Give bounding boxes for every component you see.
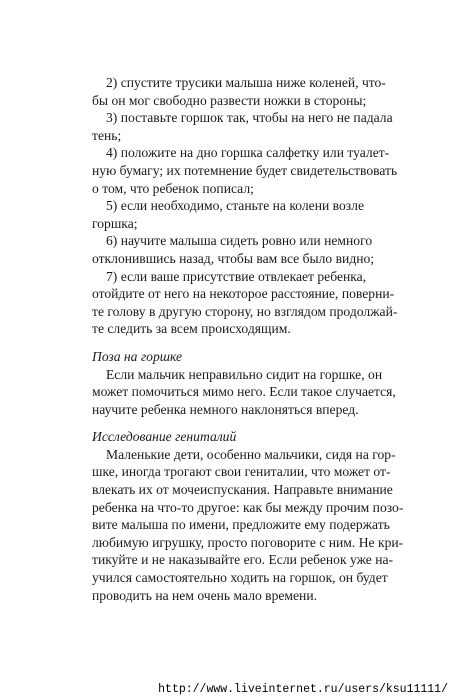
text-line: те следить за всем происходящим. [92,321,291,337]
text-line: может помочиться мимо него. Если такое случается, [92,384,396,400]
text-line: тикуйте и не наказывайте его. Если ребенок уже на- [92,552,394,568]
book-page [92,74,404,604]
section-heading: Поза на горшке [92,348,183,364]
source-url-watermark: http://www.liveinternet.ru/users/ksu11111/ [158,683,448,696]
text-line: те голову в другую сторону, но взглядом продолжай- [92,303,398,319]
text-line: отойдите от него на некоторое расстояние, поверни- [92,286,395,302]
text-line: 2) спустите трусики малыша ниже коленей, что- [106,75,386,90]
text-line: вите малыша по имени, предложите ему подержать [92,517,390,533]
spacer [92,338,358,348]
instruction-list [92,74,398,338]
text-line: учился самостоятельно ходить на горшок, он будет [92,570,388,586]
list-item-3 [92,109,393,144]
text-line: горшка; [92,215,138,231]
text-line: 5) если необходимо, станьте на колени возле [106,198,364,214]
list-item-5 [92,197,364,232]
text-line: бы он мог свободно развести ножки в стороны; [92,92,367,108]
text-line: тень; [92,127,122,143]
spacer [92,418,358,428]
text-line: проводить на нем очень мало времени. [92,587,318,603]
text-line: научите ребенка немного наклоняться вперед. [92,401,359,417]
list-item-6 [92,232,375,267]
text-line: 3) поставьте горшок так, чтобы на него не падала [106,110,393,126]
text-line: шке, иногда трогают свои гениталии, что может от- [92,464,391,480]
list-item-4 [92,144,398,197]
section-heading: Исследование гениталий [92,429,237,445]
text-line: ребенка на что-то другое: как бы между прочим позо- [92,499,404,515]
text-line: Маленькие дети, особенно мальчики, сидя на гор- [106,446,396,462]
section-genitals [92,428,404,604]
text-line: любимую игрушку, просто поговорите с ним. Не кри- [92,534,404,550]
text-line: ную бумагу; их потемнение будет свидетельствовать [92,162,398,178]
text-line: 7) если ваше присутствие отвлекает ребенка, [106,268,367,284]
list-item-7 [92,268,398,338]
text-line: влекать их от мочеиспускания. Направьте внимание [92,482,393,498]
text-line: о том, что ребенок пописал; [92,180,254,196]
section-posture [92,348,396,418]
text-line: 4) положите на дно горшка салфетку или туалет- [106,145,390,161]
text-line: отклонившись назад, чтобы вам все было видно; [92,250,375,266]
text-line: 6) научите малыша сидеть ровно или немного [106,233,373,249]
text-line: Если мальчик неправильно сидит на горшке, он [106,366,383,382]
list-item-2 [92,74,386,109]
